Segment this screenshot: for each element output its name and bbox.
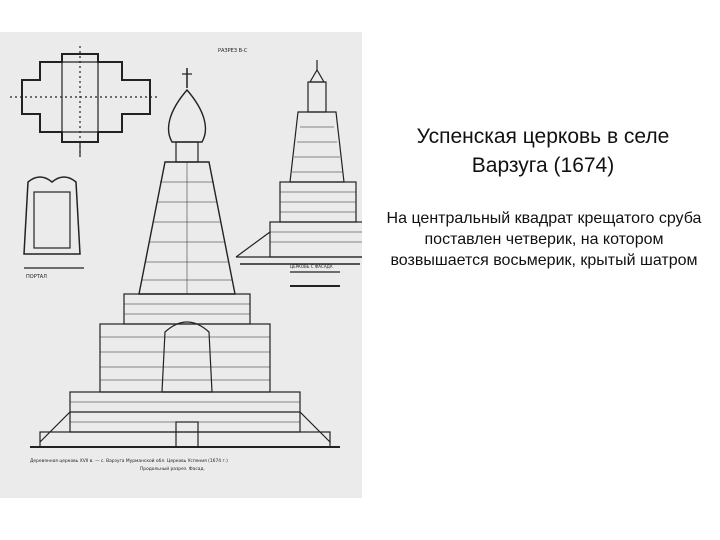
portal-drawing (24, 177, 84, 268)
plate-caption-2: Продольный разрез. Фасад. (140, 467, 205, 472)
slide-title: Успенская церковь в селе Варзуга (1674) (416, 125, 670, 177)
floor-plan (10, 46, 160, 157)
church-drawing (0, 32, 362, 498)
slide-body-text: На центральный квадрат крещатого сруба поставлен четверик, на котором возвышается восьмерик, крытый шатром (386, 210, 702, 269)
elevation-label: ЦЕРКОВЬ С ФАСАДА (290, 264, 333, 269)
plate-caption-1: Деревянная церковь XVII в. — с. Варзуга Мурманской обл. Церковь Успения (1674 г.) (30, 459, 228, 464)
section-drawing (236, 60, 362, 286)
section-label: РАЗРЕЗ В-С (218, 48, 248, 54)
portal-label: ПОРТАЛ (26, 274, 47, 280)
architectural-drawing-plate (0, 32, 362, 498)
